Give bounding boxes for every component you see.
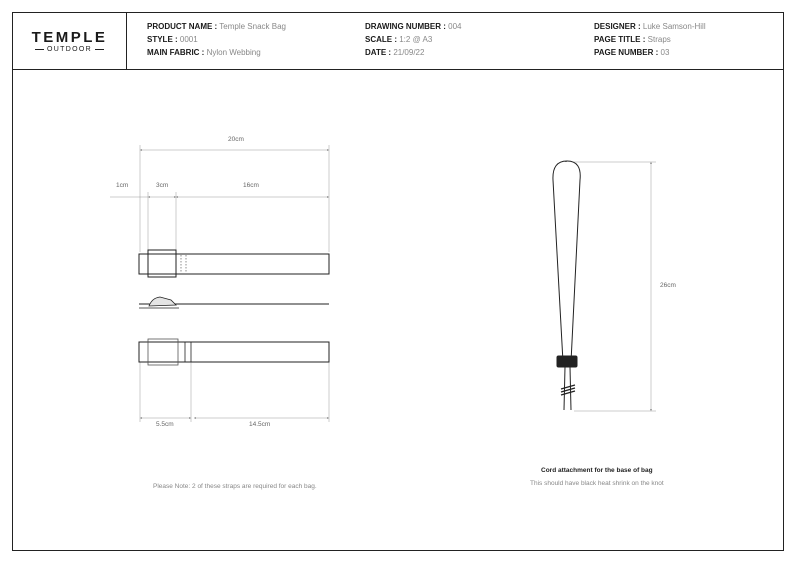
dim-buckle-label: 3cm <box>156 182 169 189</box>
meta-designer: DESIGNER : Luke Samson-Hill <box>594 22 706 31</box>
strap-note: Please Note: 2 of these straps are required for each bag. <box>153 483 317 490</box>
cord-height-label: 26cm <box>660 282 676 289</box>
meta-page-title: PAGE TITLE : Straps <box>594 35 671 44</box>
meta-product-name: PRODUCT NAME : Temple Snack Bag <box>147 22 286 31</box>
cord-loop <box>553 161 580 410</box>
meta-drawing-number: DRAWING NUMBER : 004 <box>365 22 462 31</box>
strap-side-view <box>139 297 329 308</box>
brand-sub-text: OUTDOOR <box>47 46 92 53</box>
meta-scale: SCALE : 1:2 @ A3 <box>365 35 433 44</box>
meta-date: DATE : 21/09/22 <box>365 48 425 57</box>
brand-name: TEMPLE <box>31 29 108 46</box>
dim-margin-label: 1cm <box>116 182 129 189</box>
meta-main-fabric: MAIN FABRIC : Nylon Webbing <box>147 48 261 57</box>
cord-note: This should have black heat shrink on the knot <box>530 480 664 487</box>
cord-dimension-lines <box>574 162 656 411</box>
dim-lower-right-label: 14.5cm <box>249 421 271 428</box>
strap-top-view <box>139 250 329 277</box>
dim-lower-left-label: 5.5cm <box>156 421 174 428</box>
strap-dimension-lines <box>110 145 329 422</box>
meta-style: STYLE : 0001 <box>147 35 198 44</box>
dim-total-label: 20cm <box>228 136 244 143</box>
strap-bottom-view <box>139 339 329 365</box>
dim-length-label: 16cm <box>243 182 259 189</box>
cord-caption: Cord attachment for the base of bag <box>541 467 653 474</box>
meta-page-number: PAGE NUMBER : 03 <box>594 48 670 57</box>
